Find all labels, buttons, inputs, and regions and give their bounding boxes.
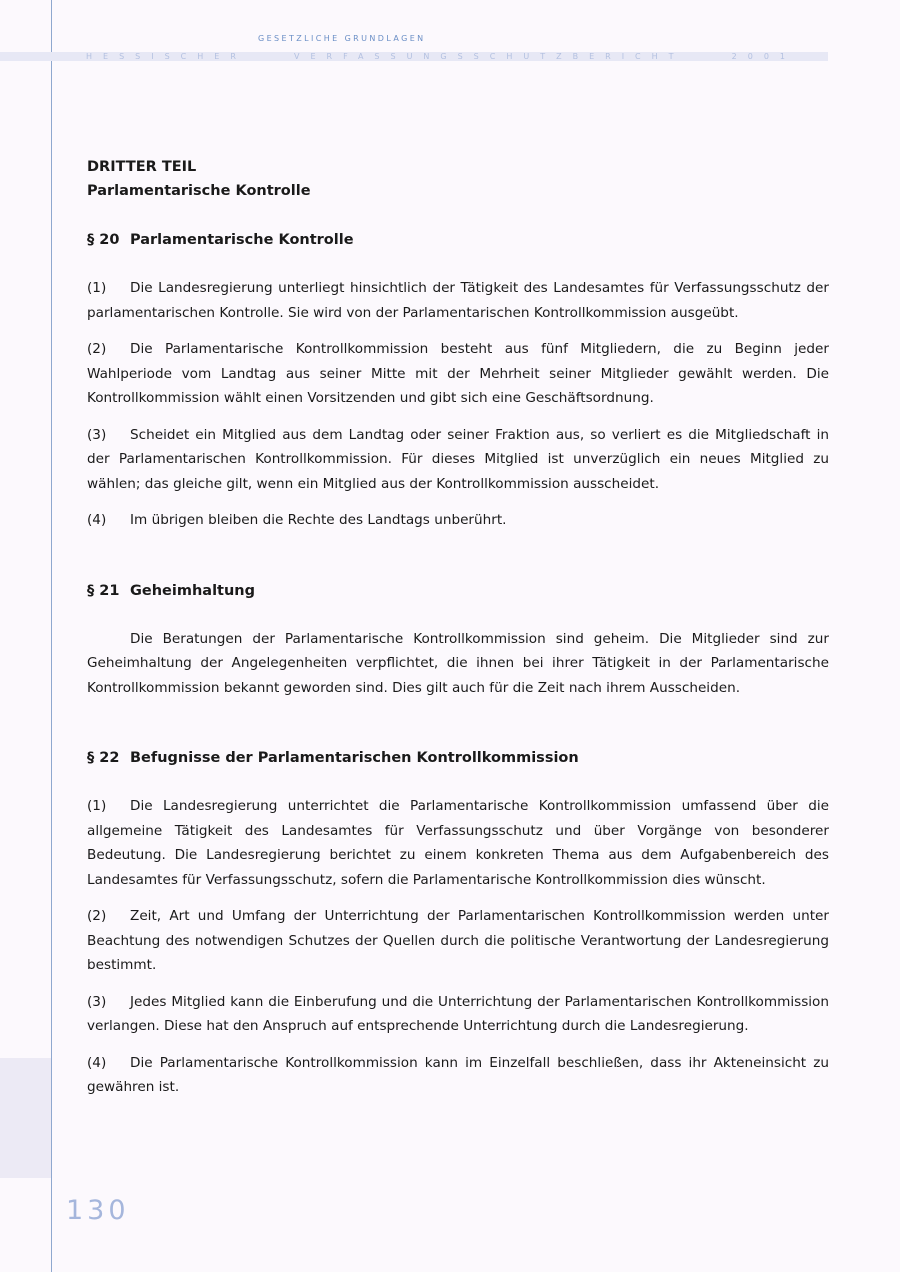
paragraph-text: Scheidet ein Mitglied aus dem Landtag oder seiner Fraktion aus, so verliert es die Mitgliedschaft in der Parlamentarischen Kontrollkommission. Für dieses Mitglied ist unverzüglich ein neues Mitglied zu wählen; das gleiche gilt, wenn ein Mitglied aus der Kontrollkommission ausscheidet.: [87, 426, 829, 492]
paragraph-number: (4): [87, 512, 107, 528]
section-body: Die Beratungen der Parlamentarische Kontrollkommission sind geheim. Die Mitglieder sind zur Geheimhaltung der Angelegenheiten verpflichtet, die ihnen bei ihrer Tätigkeit in der Parlamentarische Kontrollkommission bekannt geworden sind. Dies gilt auch für die Zeit nach ihrem Ausscheiden.: [87, 630, 829, 696]
paragraph-number: (4): [87, 1054, 107, 1071]
paragraph: [87, 337, 829, 411]
section-title: Parlamentarische Kontrolle: [130, 232, 354, 248]
paragraph-text: Die Parlamentarische Kontrollkommission kann im Einzelfall beschließen, dass ihr Akteneinsicht zu gewähren ist.: [87, 1054, 829, 1095]
paragraph-text: Die Parlamentarische Kontrollkommission besteht aus fünf Mitgliedern, die zu Beginn jeder Wahlperiode vom Landtag aus seiner Mitte mit der Mehrheit seiner Mitglieder gewählt werden. Die Kontrollkommission wählt einen Vorsitzenden und gibt sich eine Geschäftsordnung.: [87, 341, 829, 406]
section-title: Befugnisse der Parlamentarischen Kontrollkommission: [130, 750, 579, 766]
paragraph: [87, 423, 829, 497]
paragraph-number: (1): [87, 280, 107, 296]
paragraph-text: Jedes Mitglied kann die Einberufung und die Unterrichtung der Parlamentarischen Kontrollkommission verlangen. Diese hat den Anspruch auf entsprechende Unterrichtung durch die Landesregierung.: [87, 993, 829, 1034]
paragraph-text: Die Landesregierung unterliegt hinsichtlich der Tätigkeit des Landesamtes für Verfassungsschutz der parlamentarischen Kontrolle. Sie wird von der Parlamentarischen Kontrollkommission ausgeübt.: [87, 280, 829, 321]
section-number: § 22: [87, 750, 120, 766]
section-heading: [87, 746, 829, 770]
paragraph: [87, 508, 829, 533]
paragraph-number: (3): [87, 993, 107, 1010]
section-number: § 20: [87, 232, 120, 248]
sidebar-tab: [0, 1058, 51, 1178]
paragraph: [87, 1051, 829, 1100]
paragraph-number: (2): [87, 341, 107, 357]
section-title: Geheimhaltung: [130, 582, 256, 599]
paragraph: [87, 276, 829, 325]
section-number: § 21: [87, 582, 120, 599]
running-header-word: HESSISCHER: [86, 52, 247, 61]
paragraph-text: Im übrigen bleiben die Rechte des Landtags unberührt.: [130, 512, 507, 528]
part-label: DRITTER TEIL: [87, 159, 197, 175]
paragraph-text: Die Landesregierung unterrichtet die Parlamentarische Kontrollkommission umfassend über die allgemeine Tätigkeit des Landesamtes für Verfassungsschutz und über Vorgänge von besonderer Bedeutung. Die Landesregierung berichtet zu einem konkreten Thema aus dem Aufgabenbereich des Landesamtes für Verfassungsschutz, sofern die Parlamentarische Kontrollkommission dies wünscht.: [87, 798, 829, 888]
running-header-word: VERFASSUNGSSCHUTZBERICHT: [293, 52, 685, 61]
page-number: 130: [66, 1195, 130, 1226]
section-heading: [87, 228, 829, 252]
running-header-section: GESETZLICHE GRUNDLAGEN: [258, 34, 426, 43]
paragraph: [87, 904, 829, 978]
running-header-title: [86, 51, 796, 62]
margin-rule: [51, 0, 52, 1272]
running-header-word: 2001: [731, 52, 796, 61]
paragraph: [87, 794, 829, 892]
section-heading: [87, 579, 829, 603]
paragraph-number: (2): [87, 908, 107, 924]
paragraph-number: (1): [87, 798, 107, 814]
paragraph: [87, 990, 829, 1039]
part-title: Parlamentarische Kontrolle: [87, 183, 311, 199]
page-content: [87, 155, 829, 1100]
paragraph-text: Zeit, Art und Umfang der Unterrichtung der Parlamentarischen Kontrollkommission werden unter Beachtung des notwendigen Schutzes der Quellen durch die politische Verantwortung der Landesregierung bestimmt.: [87, 908, 829, 973]
paragraph-number: (3): [87, 426, 107, 443]
